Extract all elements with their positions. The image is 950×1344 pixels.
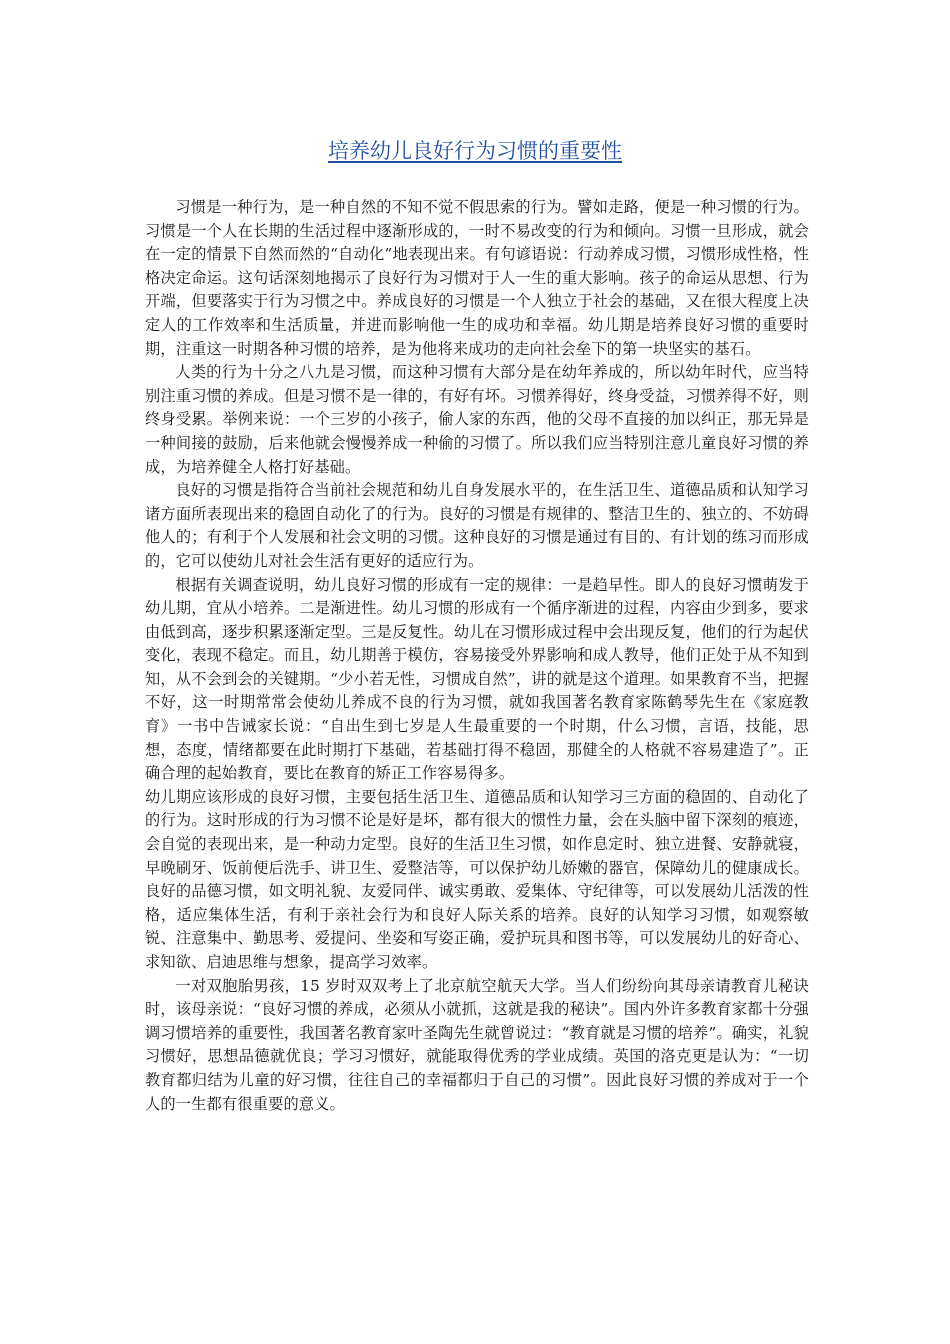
paragraph-5: 幼儿期应该形成的良好习惯，主要包括生活卫生、道德品质和认知学习三方面的稳固的、自动化了的行为。这时形成的行为习惯不论是好是坏，都有很大的惯性力量，会在头脑中留下深刻的痕迹，会自觉的表现出来，是一种动力定型。良好的生活卫生习惯，如作息定时、独立进餐、安静就寝，早晚刷牙、饭前便后洗手、讲卫生、爱整洁等，可以保护幼儿娇嫩的器官，保障幼儿的健康成长。良好的品德习惯，如文明礼貌、友爱同伴、诚实勇敢、爱集体、守纪律等，可以发展幼儿活泼的性格，适应集体生活，有利于亲社会行为和良好人际关系的培养。良好的认知学习习惯，如观察敏锐、注意集中、勤思考、爱提问、坐姿和写姿正确，爱护玩具和图书等，可以发展幼儿的好奇心、求知欲、启迪思维与想象，提高学习效率。 [145,787,809,971]
paragraph-1: 习惯是一种行为，是一种自然的不知不觉不假思索的行为。譬如走路，便是一种习惯的行为。习惯是一个人在长期的生活过程中逐渐形成的，一时不易改变的行为和倾向。习惯一旦形成，就会在一定的情景下自然而然的“自动化”地表现出来。有句谚语说：行动养成习惯，习惯形成性格，性格决定命运。这句话深刻地揭示了良好行为习惯对于人一生的重大影响。孩子的命运从思想、行为开端，但要落实于行为习惯之中。养成良好的习惯是一个人独立于社会的基础，又在很大程度上决定人的工作效率和生活质量，并进而影响他一生的成功和幸福。幼儿期是培养良好习惯的重要时期，注重这一时期各种习惯的培养，是为他将来成功的走向社会垒下的第一块坚实的基石。 [145,198,809,358]
document-body [145,196,809,1116]
paragraph-3: 良好的习惯是指符合当前社会规范和幼儿自身发展水平的，在生活卫生、道德品质和认知学习诸方面所表现出来的稳固自动化了的行为。良好的习惯是有规律的、整洁卫生的、独立的、不妨碍他人的；有利于个人发展和社会文明的习惯。这种良好的习惯是通过有目的、有计划的练习而形成的，它可以使幼儿对社会生活有更好的适应行为。 [145,481,809,570]
paragraph-6: 一对双胞胎男孩，15 岁时双双考上了北京航空航天大学。当人们纷纷向其母亲请教育儿秘诀时，该母亲说：“良好习惯的养成，必须从小就抓，这就是我的秘诀”。国内外许多教育家都十分强调习惯培养的重要性，我国著名教育家叶圣陶先生就曾说过：“教育就是习惯的培养”。确实，礼貌习惯好，思想品德就优良；学习习惯好，就能取得优秀的学业成绩。英国的洛克更是认为：“一切教育都归结为儿童的好习惯，往往自己的幸福都归于自己的习惯”。因此良好习惯的养成对于一个人的一生都有很重要的意义。 [145,976,809,1113]
paragraph-2: 人类的行为十分之八九是习惯，而这种习惯有大部分是在幼年养成的，所以幼年时代，应当特别注重习惯的养成。但是习惯不是一律的，有好有坏。习惯养得好，终身受益，习惯养得不好，则终身受累。举例来说：一个三岁的小孩子，偷人家的东西，他的父母不直接的加以纠正，那无异是一种间接的鼓励，后来他就会慢慢养成一种偷的习惯了。所以我们应当特别注意儿童良好习惯的养成，为培养健全人格打好基础。 [145,363,809,476]
document-title: 培养幼儿良好行为习惯的重要性 [328,139,622,163]
paragraph-4: 根据有关调查说明，幼儿良好习惯的形成有一定的规律：一是趋早性。即人的良好习惯萌发于幼儿期，宜从小培养。二是渐进性。幼儿习惯的形成有一个循序渐进的过程，内容由少到多，要求由低到高，逐步积累逐渐定型。三是反复性。幼儿在习惯形成过程中会出现反复，他们的行为起伏变化，表现不稳定。而且，幼儿期善于模仿，容易接受外界影响和成人教导，他们正处于从不知到知，从不会到会的关键期。“少小若无性，习惯成自然”，讲的就是这个道理。如果教育不当，把握不好，这一时期常常会使幼儿养成不良的行为习惯，就如我国著名教育家陈鹤琴先生在《家庭教育》一书中告诫家长说：“自出生到七岁是人生最重要的一个时期，什么习惯，言语，技能，思想，态度，情绪都要在此时期打下基础，若基础打得不稳固，那健全的人格就不容易建造了”。正确合理的起始教育，要比在教育的矫正工作容易得多。 [145,575,809,783]
